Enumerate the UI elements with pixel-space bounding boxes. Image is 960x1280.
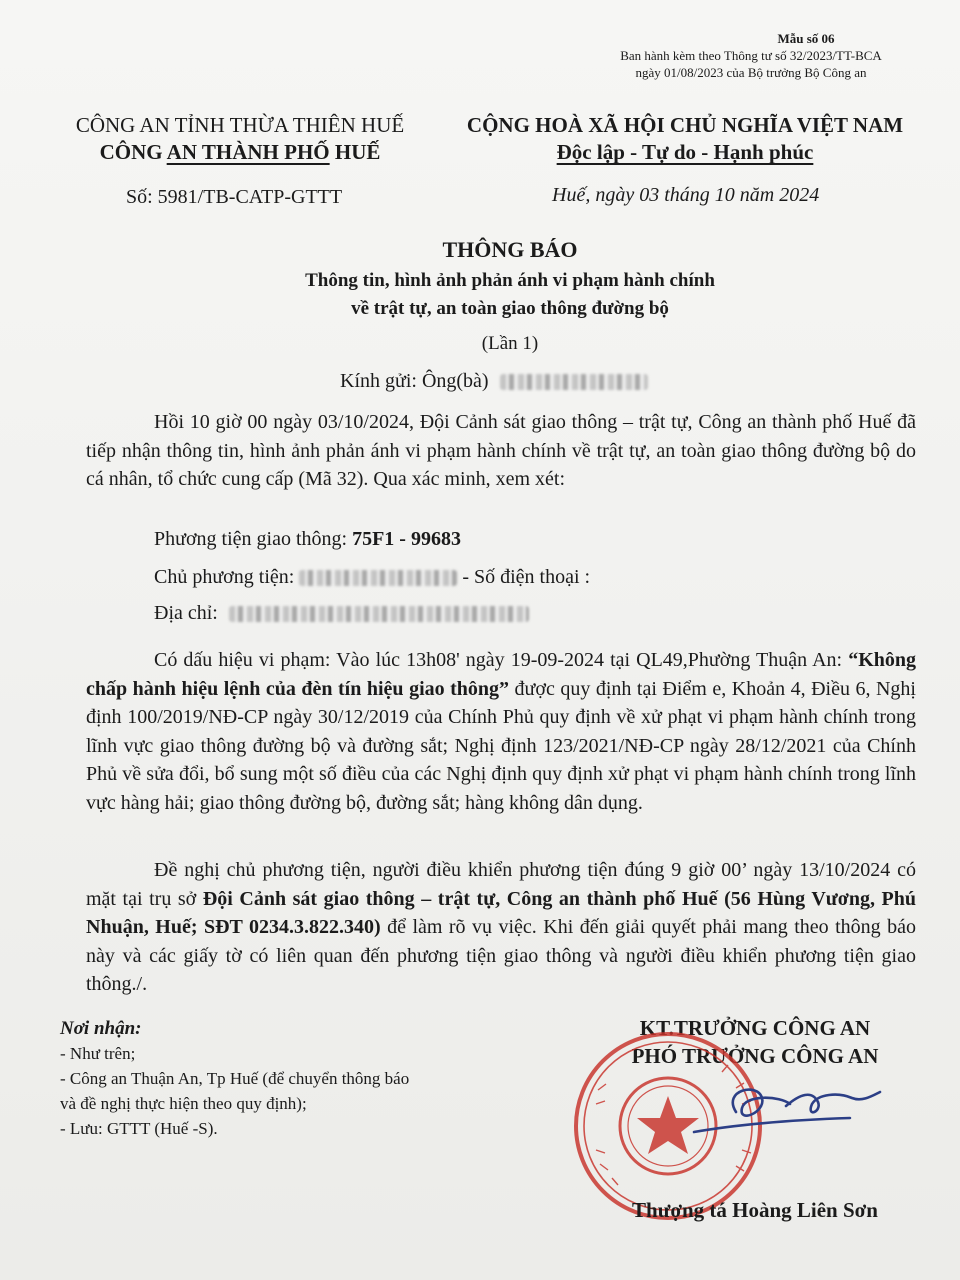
- star-icon: [637, 1096, 699, 1154]
- notice-iteration: (Lần 1): [481, 333, 539, 354]
- recipient-item: - Lưu: GTTT (Huế -S).: [60, 1119, 218, 1138]
- unit-part: CÔNG: [99, 140, 167, 164]
- signatory-line-1: KT.TRƯỞNG CÔNG AN: [639, 1016, 871, 1040]
- phone-label: - Số điện thoại :: [457, 566, 591, 588]
- address-label: Địa chỉ:: [154, 602, 223, 624]
- vehicle-plate: 75F1 - 99683: [352, 528, 461, 550]
- nation-name: CỘNG HOÀ XÃ HỘI CHỦ NGHĨA VIỆT NAM: [466, 113, 904, 137]
- owner-label: Chủ phương tiện:: [154, 566, 300, 588]
- unit-part-underlined: AN THÀNH PHỐ: [166, 140, 330, 164]
- addressee-label: Kính gửi: Ông(bà): [340, 370, 489, 392]
- title-subtitle-2: về trật tự, an toàn giao thông đường bộ: [351, 298, 669, 319]
- violation-intro: Có dấu hiệu vi phạm: Vào lúc 13h08' ngày 19-09-2024 tại QL49,Phường Thuận An:: [154, 649, 849, 671]
- unit-part: HUẾ: [329, 140, 381, 164]
- office-address: Đội Cảnh sát giao thông – trật tự, Công an thành phố Huế (56 Hùng Vương, Phú Nhuận, Huế; SĐT 0234.3.822.340): [86, 887, 916, 938]
- national-motto: Độc lập - Tự do - Hạnh phúc: [556, 140, 814, 164]
- recipient-item: - Như trên;: [60, 1044, 136, 1063]
- place-date: Huế, ngày 03 tháng 10 năm 2024: [552, 184, 820, 206]
- title-main: THÔNG BÁO: [442, 237, 578, 262]
- signature-scrawl: [694, 1090, 880, 1132]
- document-number: Số: 5981/TB-CATP-GTTT: [126, 186, 343, 208]
- recipient-item: - Công an Thuận An, Tp Huế (để chuyển thông báo: [60, 1069, 410, 1088]
- request-intro: Đề nghị chủ phương tiện, người điều khiển phương tiện đúng 9 giờ 00’ ngày 13/10/2024 có mặt tại trụ sở: [86, 859, 916, 910]
- form-date-line: ngày 01/08/2023 của Bộ trưởng Bộ Công an: [635, 65, 867, 80]
- intro-paragraph: Hồi 10 giờ 00 ngày 03/10/2024, Đội Cảnh sát giao thông – trật tự, Công an thành phố Huế đã tiếp nhận thông tin, hình ảnh phản ánh vi phạm hành chính về trật tự, an toàn giao thông đường bộ do cá nhân, tổ chức cung cấp (Mã 32). Qua xác minh, xem xét:: [86, 411, 916, 490]
- recipients-heading: Nơi nhận:: [60, 1018, 142, 1039]
- signatory-line-2: PHÓ TRƯỞNG CÔNG AN: [631, 1044, 879, 1068]
- form-circular-line: Ban hành kèm theo Thông tư số 32/2023/TT-BCA: [620, 48, 882, 63]
- signer-name: Thượng tá Hoàng Liên Sơn: [632, 1198, 878, 1222]
- request-instructions: để làm rõ vụ việc. Khi đến giải quyết phải mang theo thông báo này và các giấy tờ có liên quan đến phương tiện giao thông và người điều khiển phương tiện giao thông./.: [86, 916, 917, 995]
- recipient-item: và đề nghị thực hiện theo quy định);: [60, 1094, 307, 1113]
- violation-legal-basis: được quy định tại Điểm e, Khoản 4, Điều 6, Nghị định 100/2019/NĐ-CP ngày 30/12/2019 của Chính Phủ quy định về xử phạt vi phạm hành chính trong lĩnh vực giao thông đường bộ và đường sắt; Nghị định 123/2021/NĐ-CP ngày 28/12/2021 của Chính Phủ về sửa đổi, bổ sung một số điều của các Nghị định quy định xử phạt vi phạm hành chính trong lĩnh vực hàng hải; giao thông đường bộ, đường sắt; hàng không dân dụng.: [86, 677, 916, 814]
- form-number: Mẫu số 06: [777, 31, 835, 46]
- violation-description: “Không chấp hành hiệu lệnh của đèn tín hiệu giao thông”: [86, 649, 916, 700]
- title-subtitle-1: Thông tin, hình ảnh phản ánh vi phạm hành chính: [305, 270, 715, 291]
- vehicle-label: Phương tiện giao thông:: [154, 528, 353, 550]
- parent-agency: CÔNG AN TỈNH THỪA THIÊN HUẾ: [75, 113, 405, 137]
